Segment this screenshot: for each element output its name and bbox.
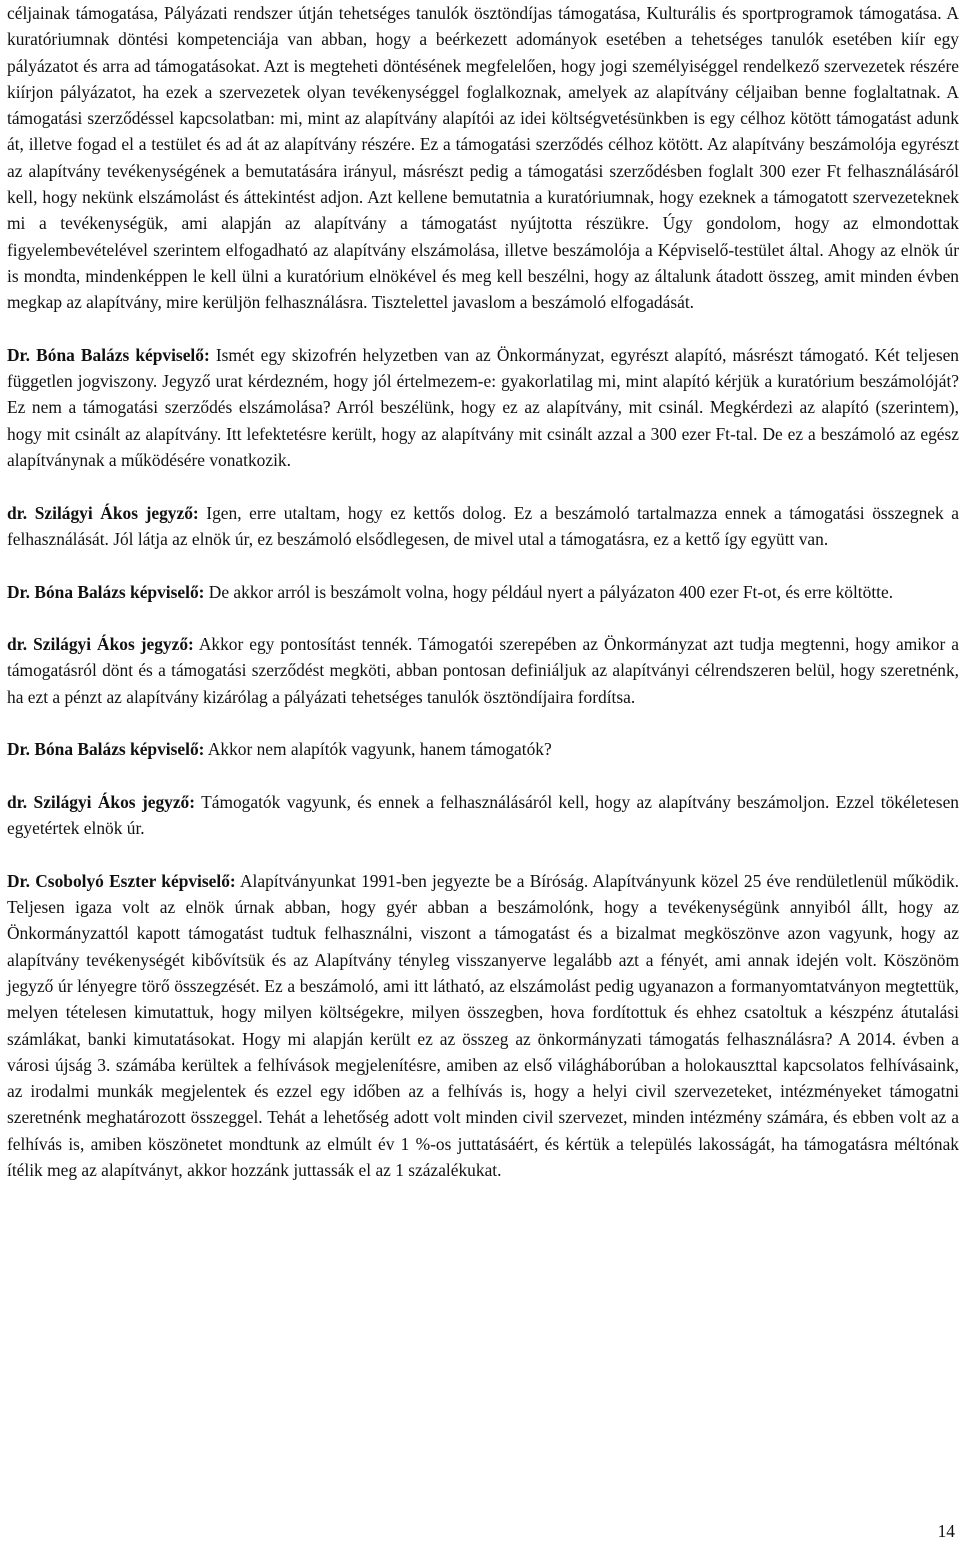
paragraph-statement <box>7 868 959 1184</box>
speaker-name: Dr. Bóna Balázs képviselő: <box>7 344 210 365</box>
speaker-name: Dr. Csobolyó Eszter képviselő: <box>7 870 236 891</box>
paragraph-statement <box>7 789 959 842</box>
paragraph-text: céljainak támogatása, Pályázati rendszer útján tehetséges tanulók ösztöndíjas támogatása, Kulturális és sportprogramok támogatása. A kuratóriumnak döntési kompetenciája van abban, hogy a beérkezett adományok esetében a tehetséges tanulók esetében kiír egy pályázatot és arra ad támogatásokat. Azt is megteheti döntésének megfelelően, hogy jogi személyiséggel rendelkező szervezetek részére kiírjon pályázatot, ha ezek a szervezetek olyan tevékenységgel foglalkoznak, amelyek az alapítvány céljaiban benne foglaltatnak. A támogatási szerződéssel kapcsolatban: mi, mint az alapítvány alapítói az idei költségvetésünkben is egy célhoz kötött támogatást adunk át, illetve fogad el a testület és ad át az alapítvány részére. Ez a támogatási szerződés célhoz kötött. Az alapítvány beszámolója egyrészt az alapítvány tevékenységének a bemutatására irányul, másrészt pedig a támogatási szerződésben foglalt 300 ezer Ft felhasználásáról kell, hogy nekünk elszámolást és áttekintést adjon. Azt kellene bemutatnia a kuratóriumnak, hogy ezeknek a támogatott szervezeteknek mi a tevékenységük, ami alapján az alapítvány a támogatást nyújtotta részükre. Úgy gondolom, hogy az elmondottak figyelembevételével szerintem elfogadható az alapítvány elszámolása, illetve beszámolója a Képviselő-testület által. Ahogy az elnök úr is mondta, mindenképpen le kell ülni a kuratórium elnökével és meg kell beszélni, hogy az általunk átadott összeg, amit minden évben megkap az alapítvány, mire kerüljön felhasználásra. Tisztelettel javaslom a beszámoló elfogadását. <box>7 3 959 313</box>
paragraph-text: Ismét egy skizofrén helyzetben van az Önkormányzat, egyrészt alapító, másrészt támogató. Két teljesen független jogviszony. Jegyző urat kérdezném, hogy jól értelmezem-e: gyakorlatilag mi, mint alapító kérjük a kuratórium beszámolóját? Ez nem a támogatási szerződés elszámolása? Arról beszélünk, hogy ez az alapítvány, mit csinál. Megkérdezi az alapító (szerintem), hogy mit csinált az alapítvány. Itt lefektetésre került, hogy az alapítvány mit csinált azzal a 300 ezer Ft-tal. De ez a beszámoló az egész alapítványnak a működésére vonatkozik. <box>7 344 960 471</box>
paragraph-text: Támogatók vagyunk, és ennek a felhasználásáról kell, hogy az alapítvány beszámoljon. Ezzel tökéletesen egyetértek elnök úr. <box>7 791 959 839</box>
speaker-name: dr. Szilágyi Ákos jegyző: <box>7 502 199 523</box>
page-number: 14 <box>937 1521 955 1541</box>
paragraph-text: Alapítványunkat 1991-ben jegyezte be a Bíróság. Alapítványunk közel 25 éve rendületlenül működik. Teljesen igaza volt az elnök úrnak abban, hogy gyér abban a beszámolónk, hogy a tevékenységünk annyiból állt, hogy az Önkormányzattól kapott támogatást tudtuk felhasználni, viszont a támogatást és a bizalmat megköszönve azon vagyunk, hogy az alapítvány tevékenységét kibővítsük és az Alapítvány tényleg visszanyerve legalább azt a fényét, ami annak idején volt. Köszönöm jegyző úr lényegre törő összegzését. Ez a beszámoló, ami itt látható, az elszámolást pedig ugyanazon a formanyomtatványon megtettük, melyen tételesen kimutattuk, hogy milyen költségekre, milyen összegben, hova fordítottuk és ehhez csatoltuk a készpénz átutalási számlákat, banki kimutatásokat. Hogy mi alapján került ez az összeg az önkormányzati támogatás felhasználásra? A 2014. évben a városi újság 3. számába kerültek a felhívások megjelenítésre, amiben az első világháborúban a holokauszttal kapcsolatos felhívásaink, az irodalmi munkák megjelentek és ezzel egy időben az a felhívás is, hogy a helyi civil szervezeteket, intézményeket támogatni szeretnénk meghatározott összeggel. Tehát a lehetőség adott volt minden civil szervezet, minden intézmény számára, és ebben volt az a felhívás is, amiben köszönetet mondtunk az elmúlt év 1 %-os juttatásáért, és kértük a település lakosságát, ha támogatásra méltónak ítélik meg az alapítványt, akkor hozzánk juttassák el az 1 százalékukat. <box>7 870 960 1181</box>
paragraph-text: Akkor egy pontosítást tennék. Támogatói szerepében az Önkormányzat azt tudja megtenni, hogy amikor a támogatásról dönt és a támogatási szerződést megköti, abban pontosan definiáljuk az alapítványi célrendszeren belül, hogy szeretnénk, ha ezt a pénzt az alapítvány kizárólag a pályázati tehetséges tanulók ösztöndíjaira fordítsa. <box>7 634 959 707</box>
paragraph-statement <box>7 579 959 605</box>
paragraph-text: Akkor nem alapítók vagyunk, hanem támogatók? <box>204 739 552 760</box>
speaker-name: Dr. Bóna Balázs képviselő: <box>7 739 205 760</box>
document-page <box>7 0 959 1183</box>
speaker-name: dr. Szilágyi Ákos jegyző: <box>7 634 194 655</box>
paragraph-statement <box>7 500 959 553</box>
paragraph-statement <box>7 736 959 762</box>
paragraph-statement <box>7 631 959 710</box>
paragraph-text: De akkor arról is beszámolt volna, hogy például nyert a pályázaton 400 ezer Ft-ot, és erre költötte. <box>204 581 894 602</box>
paragraph-continuation <box>7 0 959 316</box>
speaker-name: dr. Szilágyi Ákos jegyző: <box>7 791 196 812</box>
paragraph-statement <box>7 342 959 473</box>
paragraph-text: Igen, erre utaltam, hogy ez kettős dolog. Ez a beszámoló tartalmazza ennek a támogatási összegnek a felhasználását. Jól látja az elnök úr, ez beszámoló elsődlegesen, de mivel utal a támogatásra, ez a kettő így együtt van. <box>7 502 959 549</box>
speaker-name: Dr. Bóna Balázs képviselő: <box>7 581 205 602</box>
